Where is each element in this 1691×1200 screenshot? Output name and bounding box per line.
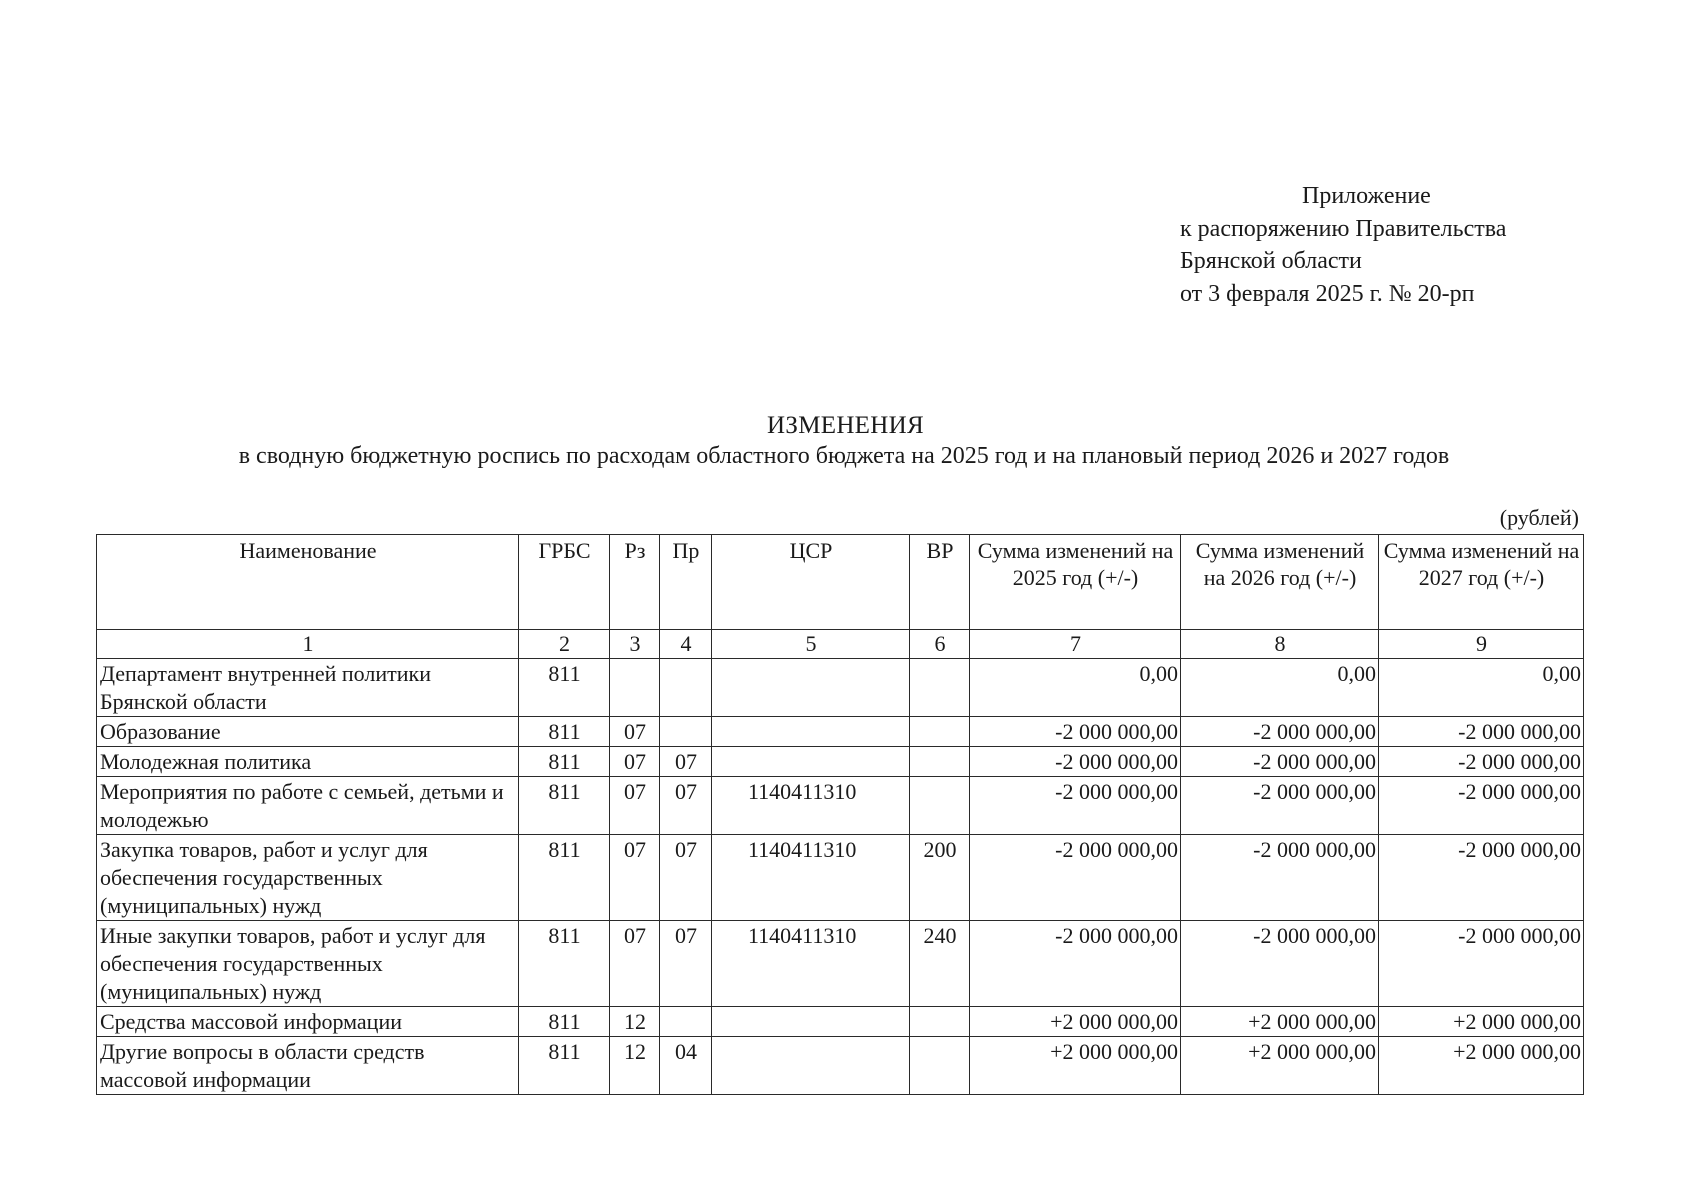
appendix-line-region: Брянской области bbox=[1180, 248, 1362, 274]
row-pr bbox=[660, 1007, 712, 1037]
header-sum-2025: Сумма изменений на 2025 год (+/-) bbox=[970, 535, 1181, 630]
row-rz bbox=[610, 659, 660, 717]
row-sum-2025: -2 000 000,00 bbox=[970, 921, 1181, 1007]
table-row bbox=[97, 659, 1584, 717]
row-pr bbox=[660, 717, 712, 747]
row-pr: 07 bbox=[660, 921, 712, 1007]
row-rz: 12 bbox=[610, 1007, 660, 1037]
row-name: Молодежная политика bbox=[97, 747, 519, 777]
row-pr: 07 bbox=[660, 835, 712, 921]
row-csr bbox=[712, 747, 910, 777]
row-name: Иные закупки товаров, работ и услуг для обеспечения государственных (муниципальных) нужд bbox=[97, 921, 519, 1007]
row-rz: 07 bbox=[610, 717, 660, 747]
row-name: Закупка товаров, работ и услуг для обеспечения государственных (муниципальных) нужд bbox=[97, 835, 519, 921]
table-header-row bbox=[97, 535, 1584, 630]
row-sum-2026: -2 000 000,00 bbox=[1181, 717, 1379, 747]
row-sum-2027: +2 000 000,00 bbox=[1379, 1037, 1584, 1095]
row-grbs: 811 bbox=[519, 1037, 610, 1095]
row-vr bbox=[910, 777, 970, 835]
column-number: 2 bbox=[519, 630, 610, 659]
appendix-block bbox=[1180, 180, 1506, 310]
table-row bbox=[97, 1007, 1584, 1037]
budget-changes-table bbox=[96, 534, 1584, 1095]
table-row bbox=[97, 835, 1584, 921]
row-sum-2026: -2 000 000,00 bbox=[1181, 921, 1379, 1007]
header-name: Наименование bbox=[97, 535, 519, 630]
row-vr bbox=[910, 747, 970, 777]
row-csr bbox=[712, 1037, 910, 1095]
row-sum-2026: 0,00 bbox=[1181, 659, 1379, 717]
header-vr: ВР bbox=[910, 535, 970, 630]
row-pr bbox=[660, 659, 712, 717]
column-number: 5 bbox=[712, 630, 910, 659]
table-row bbox=[97, 717, 1584, 747]
row-sum-2027: -2 000 000,00 bbox=[1379, 717, 1584, 747]
row-sum-2027: -2 000 000,00 bbox=[1379, 747, 1584, 777]
row-grbs: 811 bbox=[519, 835, 610, 921]
row-vr bbox=[910, 1007, 970, 1037]
header-sum-2026: Сумма изменений на 2026 год (+/-) bbox=[1181, 535, 1379, 630]
row-grbs: 811 bbox=[519, 777, 610, 835]
row-csr: 1140411310 bbox=[712, 921, 910, 1007]
column-number: 7 bbox=[970, 630, 1181, 659]
header-rz: Рз bbox=[610, 535, 660, 630]
row-rz: 07 bbox=[610, 777, 660, 835]
row-name: Другие вопросы в области средств массовой информации bbox=[97, 1037, 519, 1095]
row-grbs: 811 bbox=[519, 659, 610, 717]
row-grbs: 811 bbox=[519, 717, 610, 747]
appendix-heading: Приложение bbox=[1302, 183, 1431, 209]
row-csr bbox=[712, 659, 910, 717]
row-pr: 07 bbox=[660, 747, 712, 777]
row-name: Образование bbox=[97, 717, 519, 747]
column-number: 4 bbox=[660, 630, 712, 659]
row-sum-2027: 0,00 bbox=[1379, 659, 1584, 717]
row-pr: 04 bbox=[660, 1037, 712, 1095]
row-grbs: 811 bbox=[519, 747, 610, 777]
header-pr: Пр bbox=[660, 535, 712, 630]
row-rz: 07 bbox=[610, 747, 660, 777]
row-csr: 1140411310 bbox=[712, 777, 910, 835]
row-sum-2026: -2 000 000,00 bbox=[1181, 777, 1379, 835]
row-rz: 07 bbox=[610, 835, 660, 921]
row-sum-2026: -2 000 000,00 bbox=[1181, 747, 1379, 777]
row-csr bbox=[712, 717, 910, 747]
row-name: Средства массовой информации bbox=[97, 1007, 519, 1037]
row-sum-2026: +2 000 000,00 bbox=[1181, 1037, 1379, 1095]
row-sum-2027: -2 000 000,00 bbox=[1379, 921, 1584, 1007]
row-csr bbox=[712, 1007, 910, 1037]
row-sum-2025: +2 000 000,00 bbox=[970, 1007, 1181, 1037]
row-sum-2025: -2 000 000,00 bbox=[970, 777, 1181, 835]
column-number: 8 bbox=[1181, 630, 1379, 659]
row-pr: 07 bbox=[660, 777, 712, 835]
row-sum-2026: +2 000 000,00 bbox=[1181, 1007, 1379, 1037]
row-sum-2025: -2 000 000,00 bbox=[970, 835, 1181, 921]
row-name: Департамент внутренней политики Брянской области bbox=[97, 659, 519, 717]
row-vr bbox=[910, 1037, 970, 1095]
row-sum-2027: -2 000 000,00 bbox=[1379, 777, 1584, 835]
row-rz: 07 bbox=[610, 921, 660, 1007]
row-sum-2026: -2 000 000,00 bbox=[1181, 835, 1379, 921]
row-vr bbox=[910, 717, 970, 747]
row-sum-2025: -2 000 000,00 bbox=[970, 717, 1181, 747]
units-label: (рублей) bbox=[1499, 505, 1579, 530]
column-number: 9 bbox=[1379, 630, 1584, 659]
row-name: Мероприятия по работе с семьей, детьми и молодежью bbox=[97, 777, 519, 835]
appendix-line-order: к распоряжению Правительства bbox=[1180, 215, 1507, 242]
row-csr: 1140411310 bbox=[712, 835, 910, 921]
header-csr: ЦСР bbox=[712, 535, 910, 630]
appendix-line-date-number: от 3 февраля 2025 г. № 20-рп bbox=[1180, 280, 1475, 307]
row-vr bbox=[910, 659, 970, 717]
table-body bbox=[97, 659, 1584, 1095]
header-grbs: ГРБС bbox=[519, 535, 610, 630]
column-number: 6 bbox=[910, 630, 970, 659]
row-rz: 12 bbox=[610, 1037, 660, 1095]
row-vr: 200 bbox=[910, 835, 970, 921]
table-row bbox=[97, 921, 1584, 1007]
column-number: 3 bbox=[610, 630, 660, 659]
row-sum-2025: -2 000 000,00 bbox=[970, 747, 1181, 777]
document-title: ИЗМЕНЕНИЯ bbox=[767, 412, 924, 439]
table-row bbox=[97, 777, 1584, 835]
row-sum-2025: 0,00 bbox=[970, 659, 1181, 717]
row-grbs: 811 bbox=[519, 921, 610, 1007]
column-number: 1 bbox=[97, 630, 519, 659]
document-subtitle: в сводную бюджетную роспись по расходам областного бюджета на 2025 год и на плановый период 2026 и 2027 годов bbox=[238, 443, 1450, 469]
row-vr: 240 bbox=[910, 921, 970, 1007]
column-number-row bbox=[97, 630, 1584, 659]
table-row bbox=[97, 1037, 1584, 1095]
header-sum-2027: Сумма изменений на 2027 год (+/-) bbox=[1379, 535, 1584, 630]
table-row bbox=[97, 747, 1584, 777]
row-sum-2027: +2 000 000,00 bbox=[1379, 1007, 1584, 1037]
row-sum-2027: -2 000 000,00 bbox=[1379, 835, 1584, 921]
row-sum-2025: +2 000 000,00 bbox=[970, 1037, 1181, 1095]
row-grbs: 811 bbox=[519, 1007, 610, 1037]
